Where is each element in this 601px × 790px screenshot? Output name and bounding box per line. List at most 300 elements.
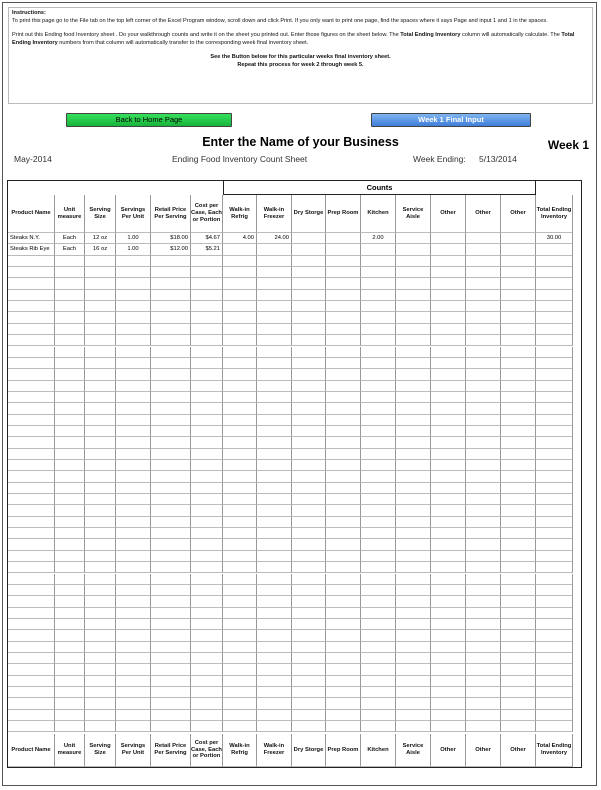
empty-cell[interactable] bbox=[326, 471, 361, 482]
empty-cell[interactable] bbox=[8, 324, 55, 335]
empty-cell[interactable] bbox=[501, 426, 536, 437]
empty-cell[interactable] bbox=[501, 290, 536, 301]
empty-cell[interactable] bbox=[55, 483, 85, 494]
empty-cell[interactable] bbox=[431, 630, 466, 641]
empty-cell[interactable] bbox=[466, 653, 501, 664]
empty-cell[interactable] bbox=[116, 471, 151, 482]
empty-cell[interactable] bbox=[191, 585, 223, 596]
empty-cell[interactable] bbox=[431, 562, 466, 573]
empty-cell[interactable] bbox=[466, 415, 501, 426]
empty-cell[interactable] bbox=[536, 664, 573, 675]
empty-cell[interactable] bbox=[396, 698, 431, 709]
empty-cell[interactable] bbox=[55, 574, 85, 585]
empty-cell[interactable] bbox=[55, 290, 85, 301]
table-cell[interactable]: Each bbox=[55, 244, 85, 255]
empty-cell[interactable] bbox=[116, 301, 151, 312]
empty-cell[interactable] bbox=[536, 369, 573, 380]
empty-cell[interactable] bbox=[8, 562, 55, 573]
empty-cell[interactable] bbox=[257, 471, 292, 482]
empty-cell[interactable] bbox=[431, 710, 466, 721]
empty-cell[interactable] bbox=[501, 710, 536, 721]
empty-cell[interactable] bbox=[85, 290, 116, 301]
empty-cell[interactable] bbox=[292, 358, 326, 369]
empty-cell[interactable] bbox=[151, 449, 191, 460]
empty-cell[interactable] bbox=[431, 483, 466, 494]
empty-cell[interactable] bbox=[55, 642, 85, 653]
empty-cell[interactable] bbox=[191, 574, 223, 585]
empty-cell[interactable] bbox=[292, 676, 326, 687]
empty-cell[interactable] bbox=[326, 664, 361, 675]
empty-cell[interactable] bbox=[55, 517, 85, 528]
table-cell[interactable]: 24.00 bbox=[257, 233, 292, 244]
empty-cell[interactable] bbox=[536, 494, 573, 505]
empty-cell[interactable] bbox=[431, 290, 466, 301]
empty-cell[interactable] bbox=[501, 551, 536, 562]
empty-cell[interactable] bbox=[116, 562, 151, 573]
empty-cell[interactable] bbox=[55, 369, 85, 380]
empty-cell[interactable] bbox=[191, 630, 223, 641]
empty-cell[interactable] bbox=[257, 278, 292, 289]
empty-cell[interactable] bbox=[85, 494, 116, 505]
empty-cell[interactable] bbox=[223, 392, 257, 403]
empty-cell[interactable] bbox=[292, 324, 326, 335]
empty-cell[interactable] bbox=[466, 369, 501, 380]
empty-cell[interactable] bbox=[292, 403, 326, 414]
empty-cell[interactable] bbox=[191, 710, 223, 721]
empty-cell[interactable] bbox=[151, 721, 191, 732]
empty-cell[interactable] bbox=[8, 449, 55, 460]
empty-cell[interactable] bbox=[8, 267, 55, 278]
empty-cell[interactable] bbox=[466, 630, 501, 641]
empty-cell[interactable] bbox=[431, 517, 466, 528]
empty-cell[interactable] bbox=[536, 642, 573, 653]
empty-cell[interactable] bbox=[8, 596, 55, 607]
empty-cell[interactable] bbox=[223, 471, 257, 482]
empty-cell[interactable] bbox=[292, 347, 326, 358]
empty-cell[interactable] bbox=[361, 494, 396, 505]
empty-cell[interactable] bbox=[361, 437, 396, 448]
empty-cell[interactable] bbox=[466, 290, 501, 301]
table-cell[interactable]: Each bbox=[55, 233, 85, 244]
empty-cell[interactable] bbox=[292, 256, 326, 267]
empty-cell[interactable] bbox=[501, 449, 536, 460]
empty-cell[interactable] bbox=[85, 278, 116, 289]
empty-cell[interactable] bbox=[85, 596, 116, 607]
empty-cell[interactable] bbox=[116, 483, 151, 494]
empty-cell[interactable] bbox=[116, 460, 151, 471]
empty-cell[interactable] bbox=[396, 574, 431, 585]
empty-cell[interactable] bbox=[85, 539, 116, 550]
empty-cell[interactable] bbox=[466, 710, 501, 721]
empty-cell[interactable] bbox=[431, 687, 466, 698]
empty-cell[interactable] bbox=[431, 551, 466, 562]
empty-cell[interactable] bbox=[257, 290, 292, 301]
empty-cell[interactable] bbox=[326, 698, 361, 709]
empty-cell[interactable] bbox=[396, 471, 431, 482]
empty-cell[interactable] bbox=[223, 426, 257, 437]
empty-cell[interactable] bbox=[116, 574, 151, 585]
empty-cell[interactable] bbox=[55, 687, 85, 698]
empty-cell[interactable] bbox=[501, 403, 536, 414]
empty-cell[interactable] bbox=[292, 392, 326, 403]
empty-cell[interactable] bbox=[501, 608, 536, 619]
empty-cell[interactable] bbox=[466, 619, 501, 630]
empty-cell[interactable] bbox=[326, 676, 361, 687]
empty-cell[interactable] bbox=[55, 324, 85, 335]
empty-cell[interactable] bbox=[116, 437, 151, 448]
empty-cell[interactable] bbox=[151, 710, 191, 721]
empty-cell[interactable] bbox=[85, 460, 116, 471]
empty-cell[interactable] bbox=[466, 483, 501, 494]
empty-cell[interactable] bbox=[292, 381, 326, 392]
empty-cell[interactable] bbox=[257, 403, 292, 414]
empty-cell[interactable] bbox=[361, 687, 396, 698]
empty-cell[interactable] bbox=[396, 585, 431, 596]
empty-cell[interactable] bbox=[151, 608, 191, 619]
empty-cell[interactable] bbox=[361, 392, 396, 403]
empty-cell[interactable] bbox=[326, 630, 361, 641]
empty-cell[interactable] bbox=[396, 324, 431, 335]
empty-cell[interactable] bbox=[396, 347, 431, 358]
empty-cell[interactable] bbox=[536, 278, 573, 289]
empty-cell[interactable] bbox=[116, 381, 151, 392]
empty-cell[interactable] bbox=[466, 687, 501, 698]
empty-cell[interactable] bbox=[223, 324, 257, 335]
empty-cell[interactable] bbox=[396, 460, 431, 471]
empty-cell[interactable] bbox=[292, 415, 326, 426]
empty-cell[interactable] bbox=[466, 324, 501, 335]
empty-cell[interactable] bbox=[361, 528, 396, 539]
empty-cell[interactable] bbox=[431, 278, 466, 289]
empty-cell[interactable] bbox=[116, 585, 151, 596]
empty-cell[interactable] bbox=[151, 551, 191, 562]
empty-cell[interactable] bbox=[396, 392, 431, 403]
empty-cell[interactable] bbox=[361, 539, 396, 550]
empty-cell[interactable] bbox=[396, 312, 431, 323]
empty-cell[interactable] bbox=[466, 381, 501, 392]
empty-cell[interactable] bbox=[55, 381, 85, 392]
empty-cell[interactable] bbox=[116, 505, 151, 516]
empty-cell[interactable] bbox=[85, 698, 116, 709]
empty-cell[interactable] bbox=[466, 528, 501, 539]
empty-cell[interactable] bbox=[466, 494, 501, 505]
empty-cell[interactable] bbox=[223, 347, 257, 358]
empty-cell[interactable] bbox=[536, 619, 573, 630]
empty-cell[interactable] bbox=[361, 403, 396, 414]
empty-cell[interactable] bbox=[116, 653, 151, 664]
empty-cell[interactable] bbox=[191, 392, 223, 403]
empty-cell[interactable] bbox=[396, 642, 431, 653]
empty-cell[interactable] bbox=[396, 369, 431, 380]
empty-cell[interactable] bbox=[55, 528, 85, 539]
empty-cell[interactable] bbox=[8, 664, 55, 675]
empty-cell[interactable] bbox=[151, 494, 191, 505]
empty-cell[interactable] bbox=[55, 698, 85, 709]
empty-cell[interactable] bbox=[361, 278, 396, 289]
empty-cell[interactable] bbox=[466, 698, 501, 709]
empty-cell[interactable] bbox=[85, 437, 116, 448]
empty-cell[interactable] bbox=[536, 392, 573, 403]
table-cell[interactable] bbox=[257, 244, 292, 255]
empty-cell[interactable] bbox=[151, 460, 191, 471]
empty-cell[interactable] bbox=[292, 539, 326, 550]
empty-cell[interactable] bbox=[151, 301, 191, 312]
empty-cell[interactable] bbox=[257, 358, 292, 369]
empty-cell[interactable] bbox=[223, 551, 257, 562]
empty-cell[interactable] bbox=[396, 335, 431, 346]
empty-cell[interactable] bbox=[55, 676, 85, 687]
empty-cell[interactable] bbox=[55, 710, 85, 721]
empty-cell[interactable] bbox=[55, 664, 85, 675]
empty-cell[interactable] bbox=[151, 437, 191, 448]
empty-cell[interactable] bbox=[536, 653, 573, 664]
empty-cell[interactable] bbox=[396, 653, 431, 664]
empty-cell[interactable] bbox=[292, 471, 326, 482]
empty-cell[interactable] bbox=[257, 494, 292, 505]
empty-cell[interactable] bbox=[257, 301, 292, 312]
empty-cell[interactable] bbox=[536, 426, 573, 437]
empty-cell[interactable] bbox=[55, 278, 85, 289]
empty-cell[interactable] bbox=[191, 403, 223, 414]
empty-cell[interactable] bbox=[431, 403, 466, 414]
empty-cell[interactable] bbox=[116, 312, 151, 323]
empty-cell[interactable] bbox=[116, 528, 151, 539]
empty-cell[interactable] bbox=[431, 664, 466, 675]
empty-cell[interactable] bbox=[223, 290, 257, 301]
empty-cell[interactable] bbox=[536, 528, 573, 539]
empty-cell[interactable] bbox=[223, 721, 257, 732]
empty-cell[interactable] bbox=[431, 460, 466, 471]
empty-cell[interactable] bbox=[257, 710, 292, 721]
empty-cell[interactable] bbox=[501, 460, 536, 471]
empty-cell[interactable] bbox=[257, 642, 292, 653]
empty-cell[interactable] bbox=[85, 505, 116, 516]
empty-cell[interactable] bbox=[431, 415, 466, 426]
empty-cell[interactable] bbox=[466, 471, 501, 482]
empty-cell[interactable] bbox=[223, 687, 257, 698]
empty-cell[interactable] bbox=[431, 539, 466, 550]
empty-cell[interactable] bbox=[85, 721, 116, 732]
empty-cell[interactable] bbox=[536, 381, 573, 392]
empty-cell[interactable] bbox=[361, 664, 396, 675]
empty-cell[interactable] bbox=[501, 528, 536, 539]
empty-cell[interactable] bbox=[326, 460, 361, 471]
empty-cell[interactable] bbox=[55, 494, 85, 505]
empty-cell[interactable] bbox=[501, 324, 536, 335]
empty-cell[interactable] bbox=[326, 528, 361, 539]
empty-cell[interactable] bbox=[396, 301, 431, 312]
empty-cell[interactable] bbox=[8, 312, 55, 323]
empty-cell[interactable] bbox=[292, 483, 326, 494]
empty-cell[interactable] bbox=[55, 721, 85, 732]
empty-cell[interactable] bbox=[8, 619, 55, 630]
empty-cell[interactable] bbox=[326, 585, 361, 596]
empty-cell[interactable] bbox=[536, 358, 573, 369]
week-final-input-button[interactable]: Week 1 Final Input bbox=[371, 113, 531, 127]
empty-cell[interactable] bbox=[536, 585, 573, 596]
empty-cell[interactable] bbox=[501, 256, 536, 267]
empty-cell[interactable] bbox=[223, 642, 257, 653]
empty-cell[interactable] bbox=[191, 539, 223, 550]
empty-cell[interactable] bbox=[257, 664, 292, 675]
empty-cell[interactable] bbox=[191, 267, 223, 278]
empty-cell[interactable] bbox=[361, 483, 396, 494]
empty-cell[interactable] bbox=[431, 596, 466, 607]
empty-cell[interactable] bbox=[8, 256, 55, 267]
empty-cell[interactable] bbox=[8, 381, 55, 392]
empty-cell[interactable] bbox=[536, 608, 573, 619]
empty-cell[interactable] bbox=[361, 347, 396, 358]
empty-cell[interactable] bbox=[536, 312, 573, 323]
empty-cell[interactable] bbox=[191, 369, 223, 380]
empty-cell[interactable] bbox=[55, 596, 85, 607]
empty-cell[interactable] bbox=[85, 369, 116, 380]
empty-cell[interactable] bbox=[326, 301, 361, 312]
empty-cell[interactable] bbox=[431, 347, 466, 358]
empty-cell[interactable] bbox=[257, 596, 292, 607]
empty-cell[interactable] bbox=[292, 687, 326, 698]
empty-cell[interactable] bbox=[55, 426, 85, 437]
empty-cell[interactable] bbox=[292, 437, 326, 448]
empty-cell[interactable] bbox=[8, 471, 55, 482]
empty-cell[interactable] bbox=[116, 539, 151, 550]
empty-cell[interactable] bbox=[151, 381, 191, 392]
empty-cell[interactable] bbox=[223, 505, 257, 516]
empty-cell[interactable] bbox=[116, 698, 151, 709]
empty-cell[interactable] bbox=[191, 551, 223, 562]
empty-cell[interactable] bbox=[55, 437, 85, 448]
empty-cell[interactable] bbox=[8, 494, 55, 505]
empty-cell[interactable] bbox=[55, 415, 85, 426]
empty-cell[interactable] bbox=[8, 505, 55, 516]
empty-cell[interactable] bbox=[361, 676, 396, 687]
empty-cell[interactable] bbox=[257, 517, 292, 528]
empty-cell[interactable] bbox=[361, 630, 396, 641]
empty-cell[interactable] bbox=[257, 324, 292, 335]
empty-cell[interactable] bbox=[361, 698, 396, 709]
empty-cell[interactable] bbox=[431, 676, 466, 687]
empty-cell[interactable] bbox=[396, 494, 431, 505]
empty-cell[interactable] bbox=[257, 392, 292, 403]
empty-cell[interactable] bbox=[223, 381, 257, 392]
empty-cell[interactable] bbox=[151, 392, 191, 403]
empty-cell[interactable] bbox=[326, 312, 361, 323]
empty-cell[interactable] bbox=[257, 574, 292, 585]
empty-cell[interactable] bbox=[223, 483, 257, 494]
empty-cell[interactable] bbox=[8, 460, 55, 471]
empty-cell[interactable] bbox=[466, 460, 501, 471]
empty-cell[interactable] bbox=[257, 528, 292, 539]
empty-cell[interactable] bbox=[326, 426, 361, 437]
empty-cell[interactable] bbox=[8, 608, 55, 619]
empty-cell[interactable] bbox=[223, 437, 257, 448]
empty-cell[interactable] bbox=[361, 653, 396, 664]
empty-cell[interactable] bbox=[55, 608, 85, 619]
empty-cell[interactable] bbox=[396, 278, 431, 289]
empty-cell[interactable] bbox=[361, 449, 396, 460]
empty-cell[interactable] bbox=[536, 539, 573, 550]
empty-cell[interactable] bbox=[85, 630, 116, 641]
table-cell[interactable]: Steaks N.Y. bbox=[8, 233, 55, 244]
empty-cell[interactable] bbox=[292, 585, 326, 596]
empty-cell[interactable] bbox=[361, 585, 396, 596]
empty-cell[interactable] bbox=[396, 517, 431, 528]
table-cell[interactable] bbox=[292, 244, 326, 255]
empty-cell[interactable] bbox=[501, 698, 536, 709]
empty-cell[interactable] bbox=[257, 562, 292, 573]
empty-cell[interactable] bbox=[431, 369, 466, 380]
empty-cell[interactable] bbox=[431, 505, 466, 516]
empty-cell[interactable] bbox=[257, 687, 292, 698]
empty-cell[interactable] bbox=[85, 574, 116, 585]
empty-cell[interactable] bbox=[501, 278, 536, 289]
empty-cell[interactable] bbox=[191, 528, 223, 539]
empty-cell[interactable] bbox=[396, 256, 431, 267]
empty-cell[interactable] bbox=[85, 483, 116, 494]
empty-cell[interactable] bbox=[151, 676, 191, 687]
empty-cell[interactable] bbox=[396, 528, 431, 539]
empty-cell[interactable] bbox=[85, 392, 116, 403]
empty-cell[interactable] bbox=[8, 585, 55, 596]
empty-cell[interactable] bbox=[326, 381, 361, 392]
empty-cell[interactable] bbox=[116, 415, 151, 426]
empty-cell[interactable] bbox=[191, 460, 223, 471]
empty-cell[interactable] bbox=[85, 528, 116, 539]
empty-cell[interactable] bbox=[151, 324, 191, 335]
empty-cell[interactable] bbox=[501, 676, 536, 687]
empty-cell[interactable] bbox=[396, 426, 431, 437]
empty-cell[interactable] bbox=[116, 347, 151, 358]
empty-cell[interactable] bbox=[501, 437, 536, 448]
empty-cell[interactable] bbox=[501, 505, 536, 516]
empty-cell[interactable] bbox=[223, 608, 257, 619]
empty-cell[interactable] bbox=[501, 369, 536, 380]
empty-cell[interactable] bbox=[361, 267, 396, 278]
empty-cell[interactable] bbox=[326, 358, 361, 369]
empty-cell[interactable] bbox=[116, 335, 151, 346]
empty-cell[interactable] bbox=[55, 449, 85, 460]
empty-cell[interactable] bbox=[257, 721, 292, 732]
empty-cell[interactable] bbox=[326, 608, 361, 619]
empty-cell[interactable] bbox=[292, 596, 326, 607]
empty-cell[interactable] bbox=[292, 278, 326, 289]
empty-cell[interactable] bbox=[536, 676, 573, 687]
empty-cell[interactable] bbox=[85, 653, 116, 664]
empty-cell[interactable] bbox=[466, 278, 501, 289]
empty-cell[interactable] bbox=[223, 517, 257, 528]
empty-cell[interactable] bbox=[326, 574, 361, 585]
empty-cell[interactable] bbox=[361, 290, 396, 301]
empty-cell[interactable] bbox=[151, 642, 191, 653]
empty-cell[interactable] bbox=[191, 664, 223, 675]
empty-cell[interactable] bbox=[361, 369, 396, 380]
empty-cell[interactable] bbox=[396, 483, 431, 494]
empty-cell[interactable] bbox=[536, 721, 573, 732]
empty-cell[interactable] bbox=[151, 267, 191, 278]
empty-cell[interactable] bbox=[396, 290, 431, 301]
empty-cell[interactable] bbox=[116, 256, 151, 267]
empty-cell[interactable] bbox=[191, 698, 223, 709]
empty-cell[interactable] bbox=[257, 426, 292, 437]
empty-cell[interactable] bbox=[257, 585, 292, 596]
empty-cell[interactable] bbox=[501, 347, 536, 358]
empty-cell[interactable] bbox=[326, 619, 361, 630]
empty-cell[interactable] bbox=[292, 608, 326, 619]
empty-cell[interactable] bbox=[326, 267, 361, 278]
empty-cell[interactable] bbox=[8, 687, 55, 698]
empty-cell[interactable] bbox=[191, 483, 223, 494]
empty-cell[interactable] bbox=[191, 290, 223, 301]
